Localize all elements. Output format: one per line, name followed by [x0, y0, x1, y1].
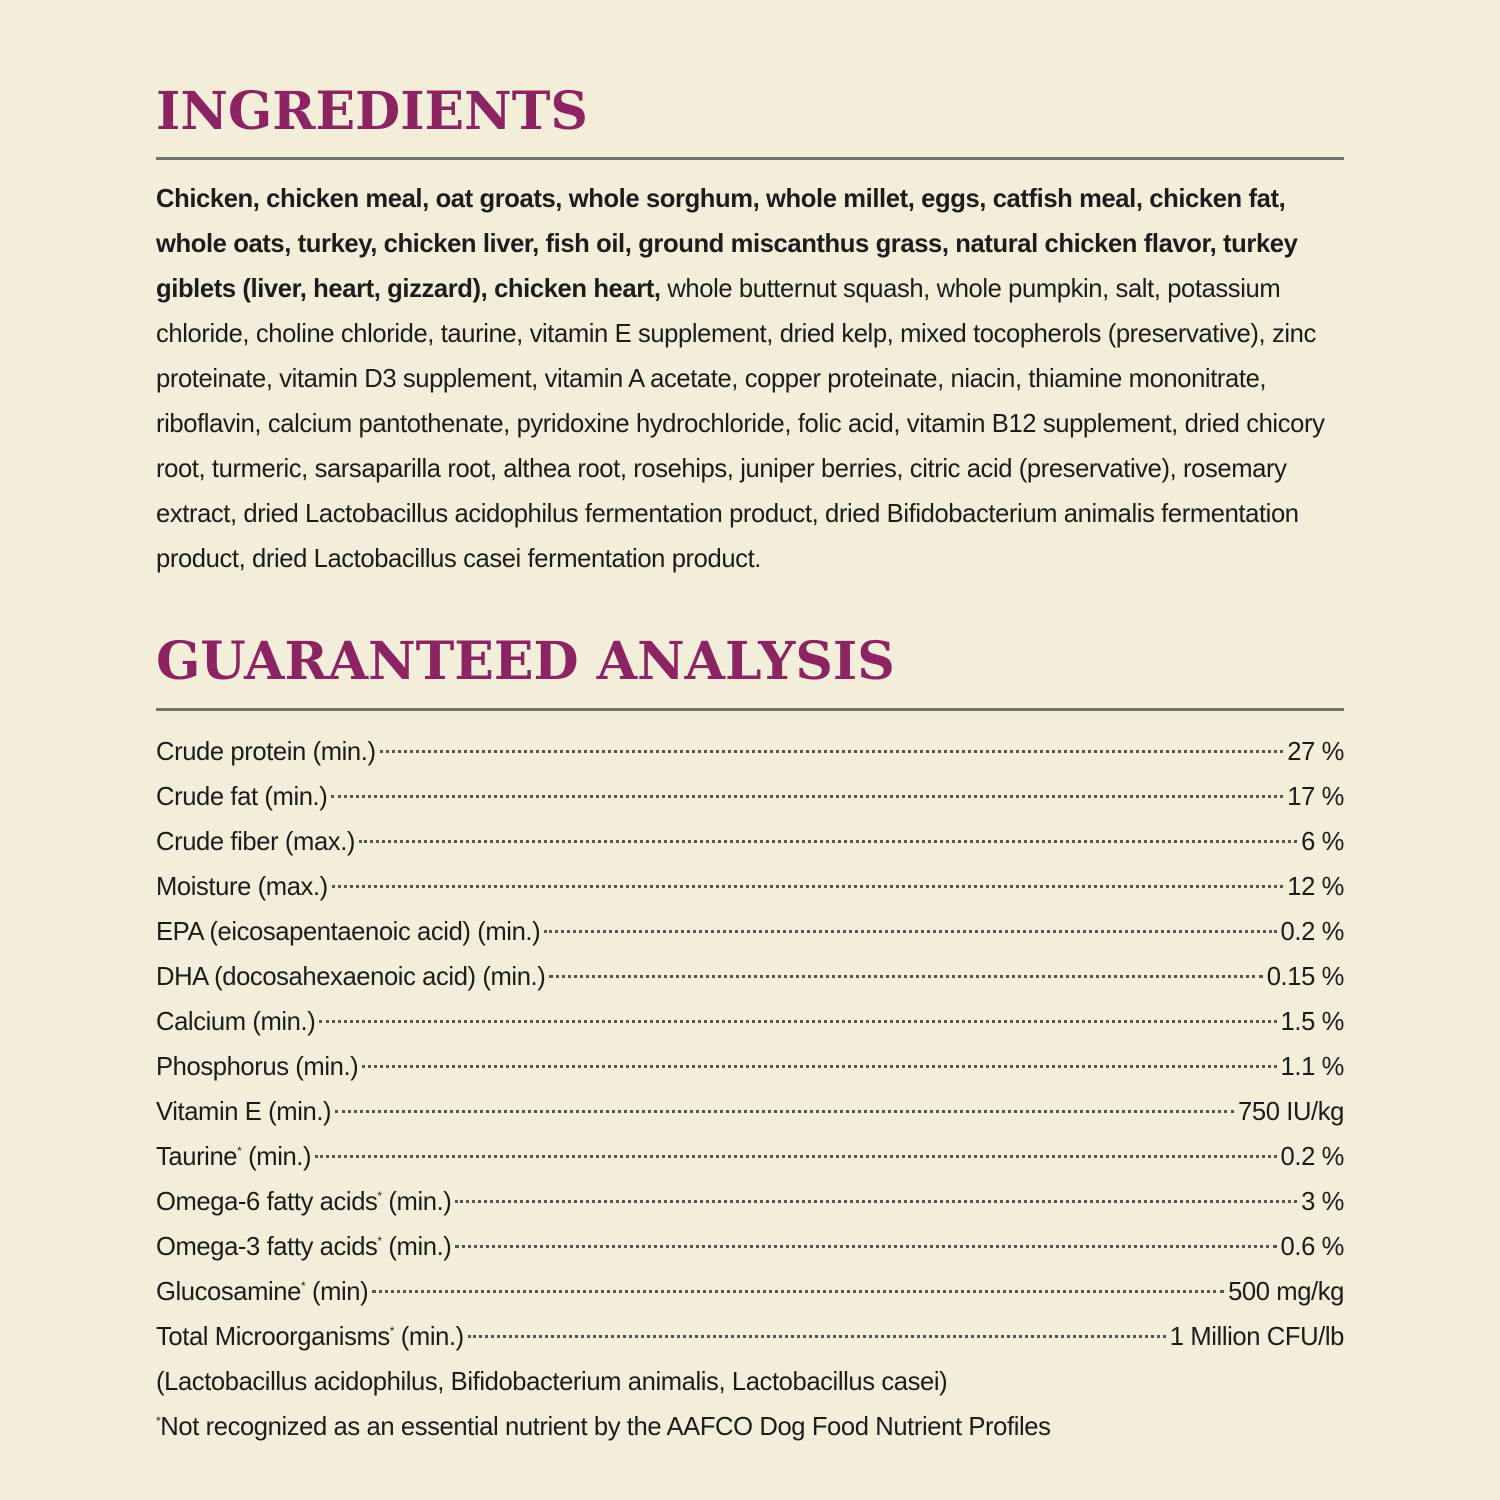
analysis-value: 3 %	[1301, 1188, 1344, 1216]
analysis-row	[156, 775, 1344, 820]
analysis-row	[156, 1270, 1344, 1315]
nutrient-name: Crude protein	[156, 738, 306, 766]
strains-note: (Lactobacillus acidophilus, Bifidobacterium animalis, Lactobacillus casei)	[156, 1368, 948, 1396]
analysis-value: 6 %	[1301, 828, 1344, 856]
analysis-label	[156, 1225, 451, 1270]
nutrient-qualifier: (max.)	[278, 828, 356, 856]
dot-leader	[359, 840, 1297, 843]
nutrient-footnote-mark: *	[389, 1324, 395, 1338]
analysis-value: 0.2 %	[1280, 918, 1344, 946]
analysis-row	[156, 955, 1344, 1000]
analysis-value: 0.2 %	[1280, 1143, 1344, 1171]
nutrient-qualifier: (min.)	[245, 1008, 316, 1036]
nutrient-qualifier: (min.)	[394, 1323, 464, 1351]
analysis-label	[156, 910, 540, 955]
analysis-label	[156, 1090, 331, 1135]
analysis-label	[156, 730, 376, 775]
nutrient-name: Crude fiber	[156, 828, 279, 856]
dot-leader	[372, 1290, 1224, 1293]
analysis-label	[156, 1180, 451, 1225]
analysis-table	[156, 730, 1344, 1360]
nutrient-qualifier: (min.)	[261, 1098, 332, 1126]
analysis-label	[156, 955, 545, 1000]
analysis-label	[156, 1315, 464, 1360]
dot-leader	[331, 795, 1283, 798]
dot-leader	[455, 1245, 1276, 1248]
analysis-label	[156, 775, 327, 820]
dot-leader	[362, 1065, 1276, 1068]
ingredients-secondary: whole butternut squash, whole pumpkin, salt, potassium chloride, choline chloride, taurine, vitamin E supplement, dried kelp, mixed tocopherols (preservative), zinc proteinate, vitamin D3 supplement, vitamin A acetate, copper proteinate, niacin, thiamine mononitrate, riboflavin, calcium pantothenate, pyridoxine hydrochloride, folic acid, vitamin B12 supplement, dried chicory root, turmeric, sarsaparilla root, althea root, rosehips, juniper berries, citric acid (preservative), rosemary extract, dried Lactobacillus acidophilus fermentation product, dried Bifidobacterium animalis fermentation product, dried Lactobacillus casei fermentation product.	[156, 275, 1325, 573]
analysis-value: 17 %	[1287, 783, 1344, 811]
nutrient-footnote-mark: *	[300, 1279, 306, 1293]
ingredients-divider	[156, 157, 1344, 160]
nutrient-footnote-mark: *	[377, 1234, 382, 1248]
analysis-value: 1 Million CFU/lb	[1169, 1323, 1344, 1351]
nutrient-qualifier: (min.)	[381, 1233, 452, 1261]
analysis-value: 750 IU/kg	[1238, 1098, 1344, 1126]
dot-leader	[468, 1335, 1166, 1338]
analysis-label	[156, 865, 328, 910]
nutrient-qualifier: (min.)	[241, 1143, 312, 1171]
analysis-row	[156, 1315, 1344, 1360]
analysis-value: 27 %	[1287, 738, 1344, 766]
nutrient-qualifier: (max.)	[250, 873, 328, 901]
ingredients-heading: INGREDIENTS	[156, 81, 588, 142]
nutrient-name: Total Microorganisms	[156, 1323, 390, 1351]
nutrient-qualifier: (min.)	[381, 1188, 452, 1216]
ingredients-primary: Chicken, chicken meal, oat groats, whole sorghum, whole millet, eggs, catfish meal, chicken fat, whole oats, turkey, chicken liver, fish oil, ground miscanthus grass, natural chicken flavor, turkey giblets (liver, heart, gizzard), chicken heart,	[156, 185, 1298, 303]
nutrient-qualifier: (min.)	[475, 963, 546, 991]
dot-leader	[455, 1200, 1297, 1203]
nutrient-name: Omega-6 fatty acids	[156, 1188, 378, 1216]
analysis-row	[156, 1090, 1344, 1135]
nutrient-qualifier: (min.)	[470, 918, 541, 946]
analysis-label	[156, 1270, 368, 1315]
analysis-label	[156, 1000, 315, 1045]
ingredients-list	[156, 177, 1344, 582]
analysis-row	[156, 1045, 1344, 1090]
dot-leader	[549, 975, 1262, 978]
dot-leader	[335, 1110, 1234, 1113]
footnote	[156, 1405, 1051, 1450]
analysis-label	[156, 1045, 358, 1090]
analysis-value: 1.1 %	[1280, 1053, 1344, 1081]
guaranteed-analysis-heading: GUARANTEED ANALYSIS	[156, 631, 895, 692]
nutrient-name: Calcium	[156, 1008, 246, 1036]
footnote-mark: *	[156, 1414, 161, 1428]
nutrient-qualifier: (min.)	[288, 1053, 359, 1081]
analysis-row	[156, 820, 1344, 865]
dot-leader	[319, 1020, 1276, 1023]
nutrient-name: Moisture	[156, 873, 251, 901]
nutrient-name: DHA (docosahexaenoic acid)	[156, 963, 476, 991]
nutrient-name: EPA (eicosapentaenoic acid)	[156, 918, 471, 946]
analysis-row	[156, 910, 1344, 955]
analysis-label	[156, 820, 355, 865]
analysis-value: 0.15 %	[1266, 963, 1344, 991]
nutrient-footnote-mark: *	[377, 1189, 382, 1203]
nutrient-name: Taurine	[156, 1143, 238, 1171]
nutrient-name: Vitamin E	[156, 1098, 262, 1126]
analysis-row	[156, 1135, 1344, 1180]
analysis-label	[156, 1135, 311, 1180]
nutrient-name: Glucosamine	[156, 1278, 301, 1306]
dot-leader	[380, 750, 1284, 753]
analysis-value: 0.6 %	[1280, 1233, 1344, 1261]
nutrient-name: Crude fat	[156, 783, 258, 811]
nutrient-name: Omega-3 fatty acids	[156, 1233, 378, 1261]
nutrient-qualifier: (min)	[305, 1278, 369, 1306]
analysis-divider	[156, 708, 1344, 711]
analysis-row	[156, 1180, 1344, 1225]
nutrient-footnote-mark: *	[237, 1144, 242, 1158]
dot-leader	[315, 1155, 1276, 1158]
analysis-row	[156, 865, 1344, 910]
analysis-row	[156, 1225, 1344, 1270]
dot-leader	[332, 885, 1283, 888]
analysis-value: 1.5 %	[1280, 1008, 1344, 1036]
dot-leader	[544, 930, 1276, 933]
nutrient-qualifier: (min.)	[257, 783, 328, 811]
nutrient-qualifier: (min.)	[305, 738, 376, 766]
analysis-value: 12 %	[1287, 873, 1344, 901]
footnote-text: Not recognized as an essential nutrient by the AAFCO Dog Food Nutrient Profiles	[160, 1413, 1051, 1441]
analysis-value: 500 mg/kg	[1228, 1278, 1344, 1306]
nutrient-name: Phosphorus	[156, 1053, 289, 1081]
analysis-row	[156, 730, 1344, 775]
analysis-row	[156, 1000, 1344, 1045]
